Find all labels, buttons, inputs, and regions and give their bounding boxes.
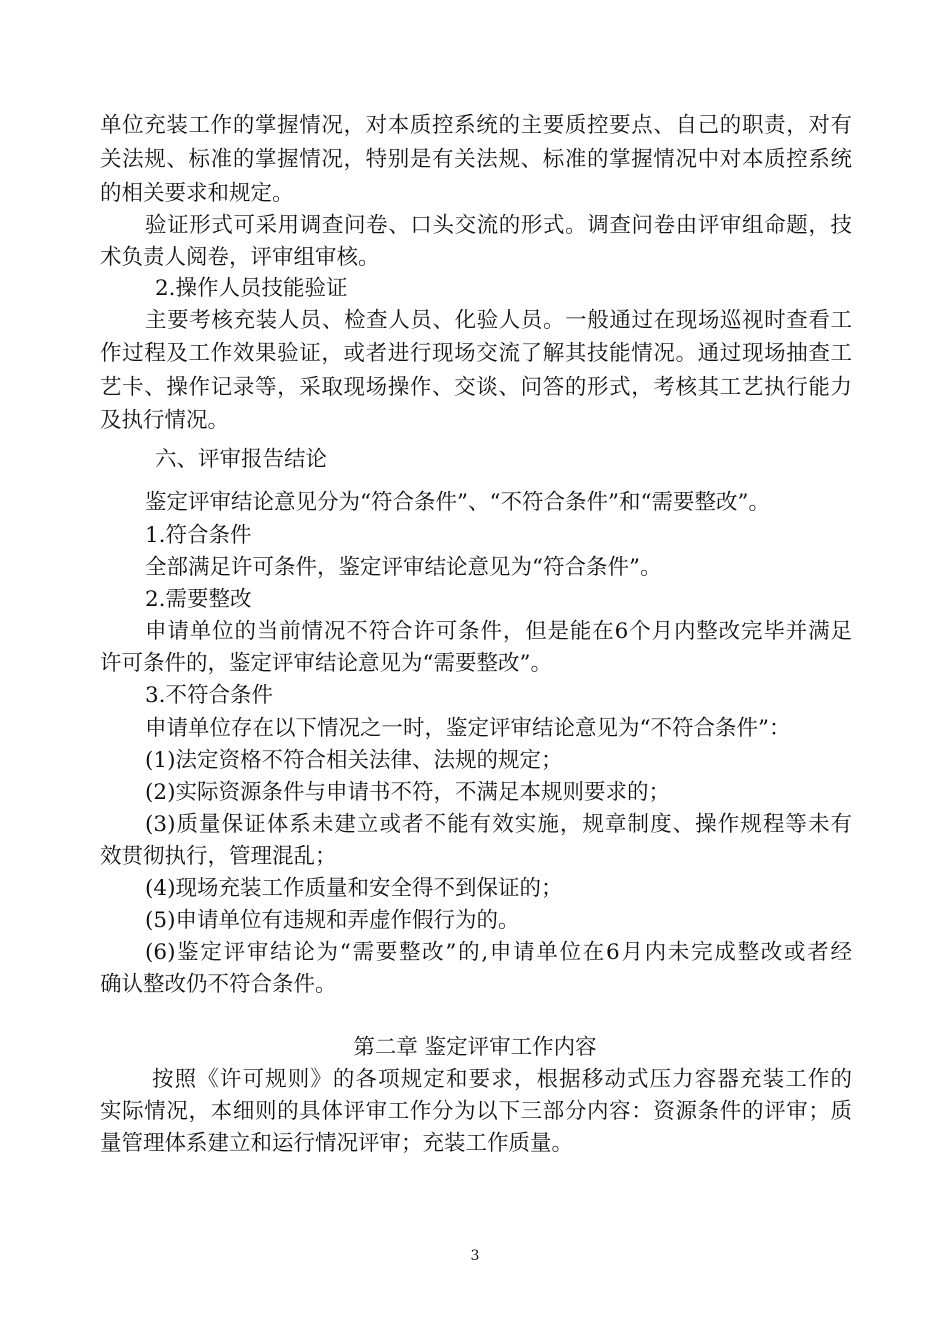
paragraph-line: 及执行情况。 — [100, 408, 230, 433]
paragraph-line: 作过程及工作效果验证，或者进行现场交流了解其技能情况。通过现场抽查工 — [100, 341, 852, 366]
paragraph-line: 艺卡、操作记录等，采取现场操作、交谈、问答的形式，考核其工艺执行能力 — [100, 375, 852, 400]
section-heading: 六、评审报告结论 — [155, 447, 328, 472]
list-item-continuation: 效贯彻执行，管理混乱； — [100, 844, 337, 869]
paragraph-line: 验证形式可采用调查问卷、口头交流的形式。调查问卷由评审组命题，技 — [145, 213, 852, 238]
paragraph-line: 鉴定评审结论意见分为“符合条件”、“不符合条件”和“需要整改”。 — [145, 490, 770, 515]
paragraph-line: 许可条件的，鉴定评审结论意见为“需要整改”。 — [100, 651, 552, 676]
paragraph-line: 主要考核充装人员、检查人员、化验人员。一般通过在现场巡视时查看工 — [145, 308, 852, 333]
page-number: 3 — [470, 1248, 480, 1264]
paragraph-line: 申请单位存在以下情况之一时，鉴定评审结论意见为“不符合条件”： — [145, 716, 791, 741]
paragraph-line: 按照《许可规则》的各项规定和要求，根据移动式压力容器充装工作的 — [152, 1067, 852, 1092]
chapter-heading: 第二章 鉴定评审工作内容 — [353, 1035, 597, 1060]
paragraph-line: 实际情况，本细则的具体评审工作分为以下三部分内容：资源条件的评审；质 — [100, 1099, 852, 1124]
paragraph-line: 全部满足许可条件，鉴定评审结论意见为“符合条件”。 — [145, 555, 662, 580]
subheading: 2.需要整改 — [145, 587, 252, 612]
paragraph-line: 关法规、标准的掌握情况，特别是有关法规、标准的掌握情况中对本质控系统 — [100, 147, 852, 172]
list-item-continuation: 确认整改仍不符合条件。 — [100, 972, 337, 997]
subheading: 1.符合条件 — [145, 523, 252, 548]
paragraph-line: 术负责人阅卷，评审组审核。 — [100, 245, 380, 270]
paragraph-line: 的相关要求和规定。 — [100, 181, 294, 206]
subheading: 2.操作人员技能验证 — [155, 276, 348, 301]
subheading: 3.不符合条件 — [145, 683, 274, 708]
list-item: (3)质量保证体系未建立或者不能有效实施，规章制度、操作规程等未有 — [145, 812, 852, 837]
paragraph-line: 单位充装工作的掌握情况，对本质控系统的主要质控要点、自己的职责，对有 — [100, 113, 852, 138]
list-item: (5)申请单位有违规和弄虚作假行为的。 — [145, 908, 520, 933]
list-item: (4)现场充装工作质量和安全得不到保证的； — [145, 876, 563, 901]
list-item: (1)法定资格不符合相关法律、法规的规定； — [145, 748, 563, 773]
paragraph-line: 量管理体系建立和运行情况评审；充装工作质量。 — [100, 1131, 574, 1156]
list-item: (2)实际资源条件与申请书不符，不满足本规则要求的； — [145, 780, 670, 805]
list-item: (6)鉴定评审结论为“需要整改”的,申请单位在6月内未完成整改或者经 — [145, 940, 852, 965]
paragraph-line: 申请单位的当前情况不符合许可条件，但是能在6个月内整改完毕并满足 — [145, 619, 852, 644]
